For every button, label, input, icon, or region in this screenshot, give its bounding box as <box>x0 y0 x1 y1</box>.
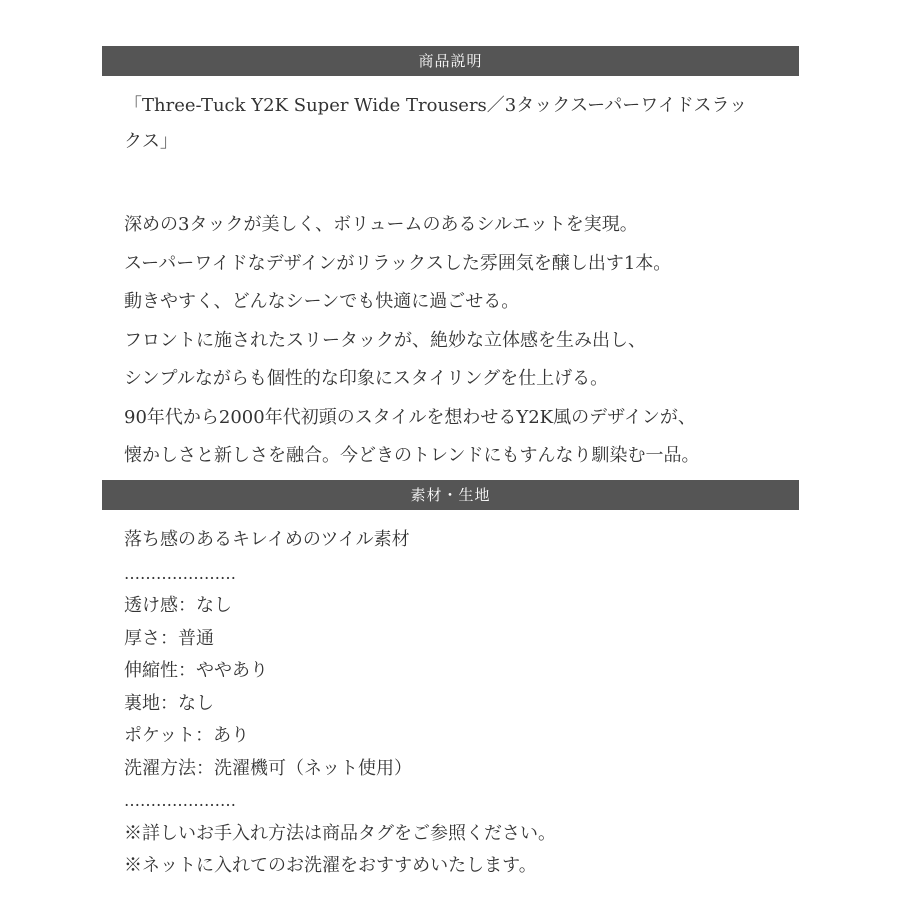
description-section <box>102 76 799 476</box>
spec-lining: 裏地：なし <box>124 692 214 714</box>
dotted-separator: ………………… <box>124 791 236 810</box>
material-section <box>102 510 799 883</box>
product-info <box>102 46 799 883</box>
description-line: 動きやすく、どんなシーンでも快適に過ごせる。 <box>124 291 520 312</box>
description-line: 懐かしさと新しさを融合。今どきのトレンドにもすんなり馴染む一品。 <box>124 445 700 466</box>
spec-pocket: ポケット：あり <box>124 725 250 746</box>
dotted-separator: ………………… <box>124 563 236 583</box>
fabric-description: 落ち感のあるキレイめのツイル素材 <box>124 528 410 550</box>
spec-thickness: 厚さ：普通 <box>124 627 214 649</box>
description-line: シンプルながらも個性的な印象にスタイリングを仕上げる。 <box>124 368 609 389</box>
spec-sheerness: 透け感：なし <box>124 595 232 616</box>
care-note: ※詳しいお手入れ方法は商品タグをご参照ください。 <box>124 822 556 844</box>
description-line: フロントに施されたスリータックが、絶妙な立体感を生み出し、 <box>124 329 646 351</box>
spec-washing: 洗濯方法：洗濯機可（ネット使用） <box>124 757 412 779</box>
spacer <box>124 160 799 206</box>
description-line: 90年代から2000年代初頭のスタイルを想わせるY2K風のデザインが、 <box>124 406 696 428</box>
product-title: 「Three-Tuck Y2K Super Wide Trousers／3タックスーパーワイドスラックス」 <box>124 95 748 152</box>
section-header-material: 素材・生地 <box>102 480 799 510</box>
description-line: スーパーワイドなデザインがリラックスした雰囲気を醸し出す1本。 <box>124 252 672 274</box>
spec-stretch: 伸縮性：ややあり <box>124 660 268 681</box>
section-header-description: 商品説明 <box>102 46 799 76</box>
care-note: ※ネットに入れてのお洗濯をおすすめいたします。 <box>124 855 537 876</box>
description-lines <box>124 206 799 476</box>
description-line: 深めの3タックが美しく、ボリュームのあるシルエットを実現。 <box>124 214 638 235</box>
